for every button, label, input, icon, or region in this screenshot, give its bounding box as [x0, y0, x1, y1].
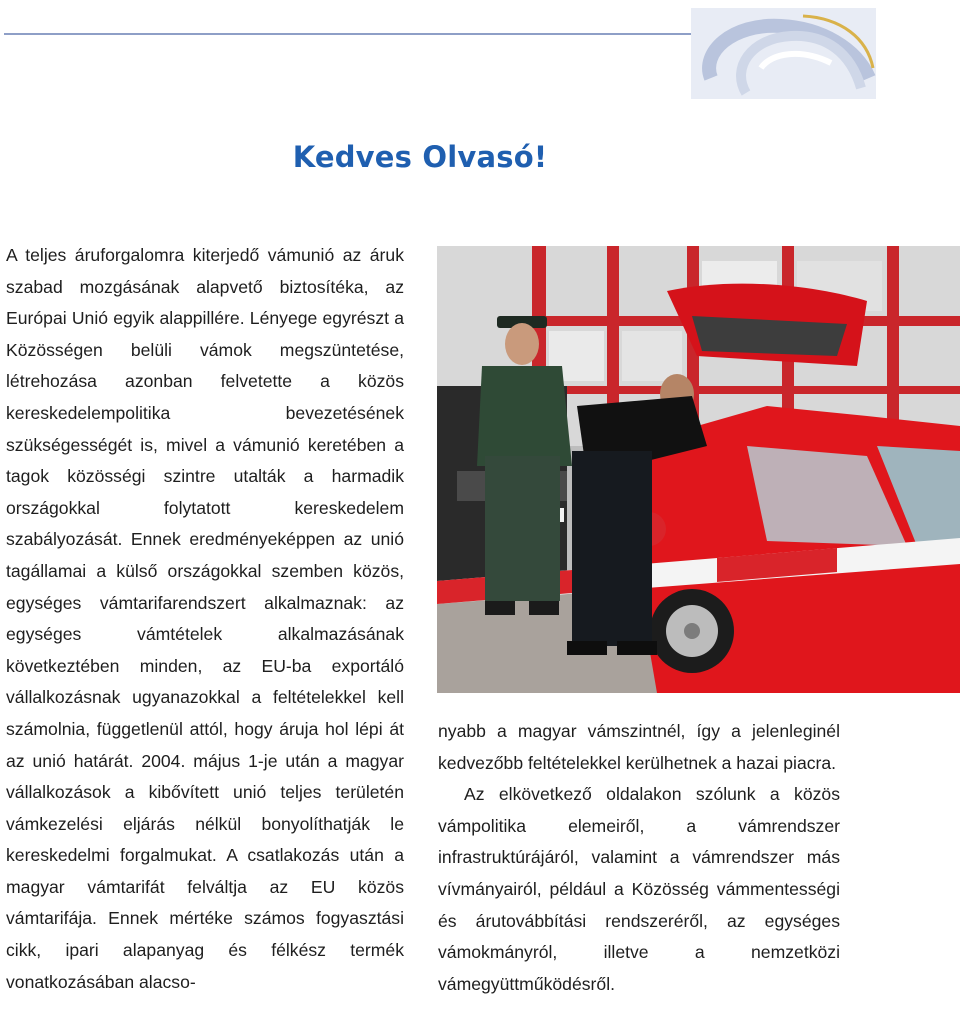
outlook-paragraph: Az elkövetkező oldalakon szólunk a közös vámpolitika elemeiről, a vámrendszer infrastruktúrájáról, valamint a vámrendszer más vívmányairól, például a Közösség vámmentességi és árutovábbítási rendszeréről, az egységes vámokmányról, illetve a nemzetközi vámegyüttműködésről.	[438, 784, 840, 994]
continuation-paragraph: nyabb a magyar vámszintnél, így a jelenleginél kedvezőbb feltételekkel kerülhetnek a hazai piacra.	[438, 721, 840, 773]
left-column	[6, 240, 404, 998]
logo	[691, 8, 876, 99]
right-column	[438, 716, 840, 1000]
intro-paragraph: A teljes áruforgalomra kiterjedő vámunió az áruk szabad mozgásának alapvető biztosítéka, az Európai Unió egyik alappillére. Lényege egyrészt a Közösségen belüli vámok megszüntetése, létrehozása azonban felvetette a közös kereskedelempolitika bevezetésének szükségességét is, mivel a vámunió keretében a tagok közösségi szintre utalták a harmadik országokkal folytatott kereskedelem szabályozását. Ennek eredményeképpen az unió tagállamai a külső országokkal szemben közös, egységes vámtarifarendszert alkalmaznak: az egységes vámtételek alkalmazásának következtében minden, az EU-ba exportáló vállalkozásnak ugyanazokkal a feltételekkel kell számolnia, függetlenül attól, hogy áruja hol lépi át az unió határát. 2004. május 1-je után a magyar vállalkozások a kibővített unió teljes területén vámkezelési eljárás nélkül bonyolíthatják le kereskedelmi forgalmukat. A csatlakozás után a magyar vámtarifát felváltja az EU közös vámtarifája. Ennek mértéke számos fogyasztási cikk, ipari alapanyag és félkész termék vonatkozásában alacso-	[6, 245, 404, 992]
page-title: Kedves Olvasó!	[292, 140, 548, 174]
customs-photo	[437, 246, 960, 693]
ring-logo-icon	[691, 8, 876, 99]
